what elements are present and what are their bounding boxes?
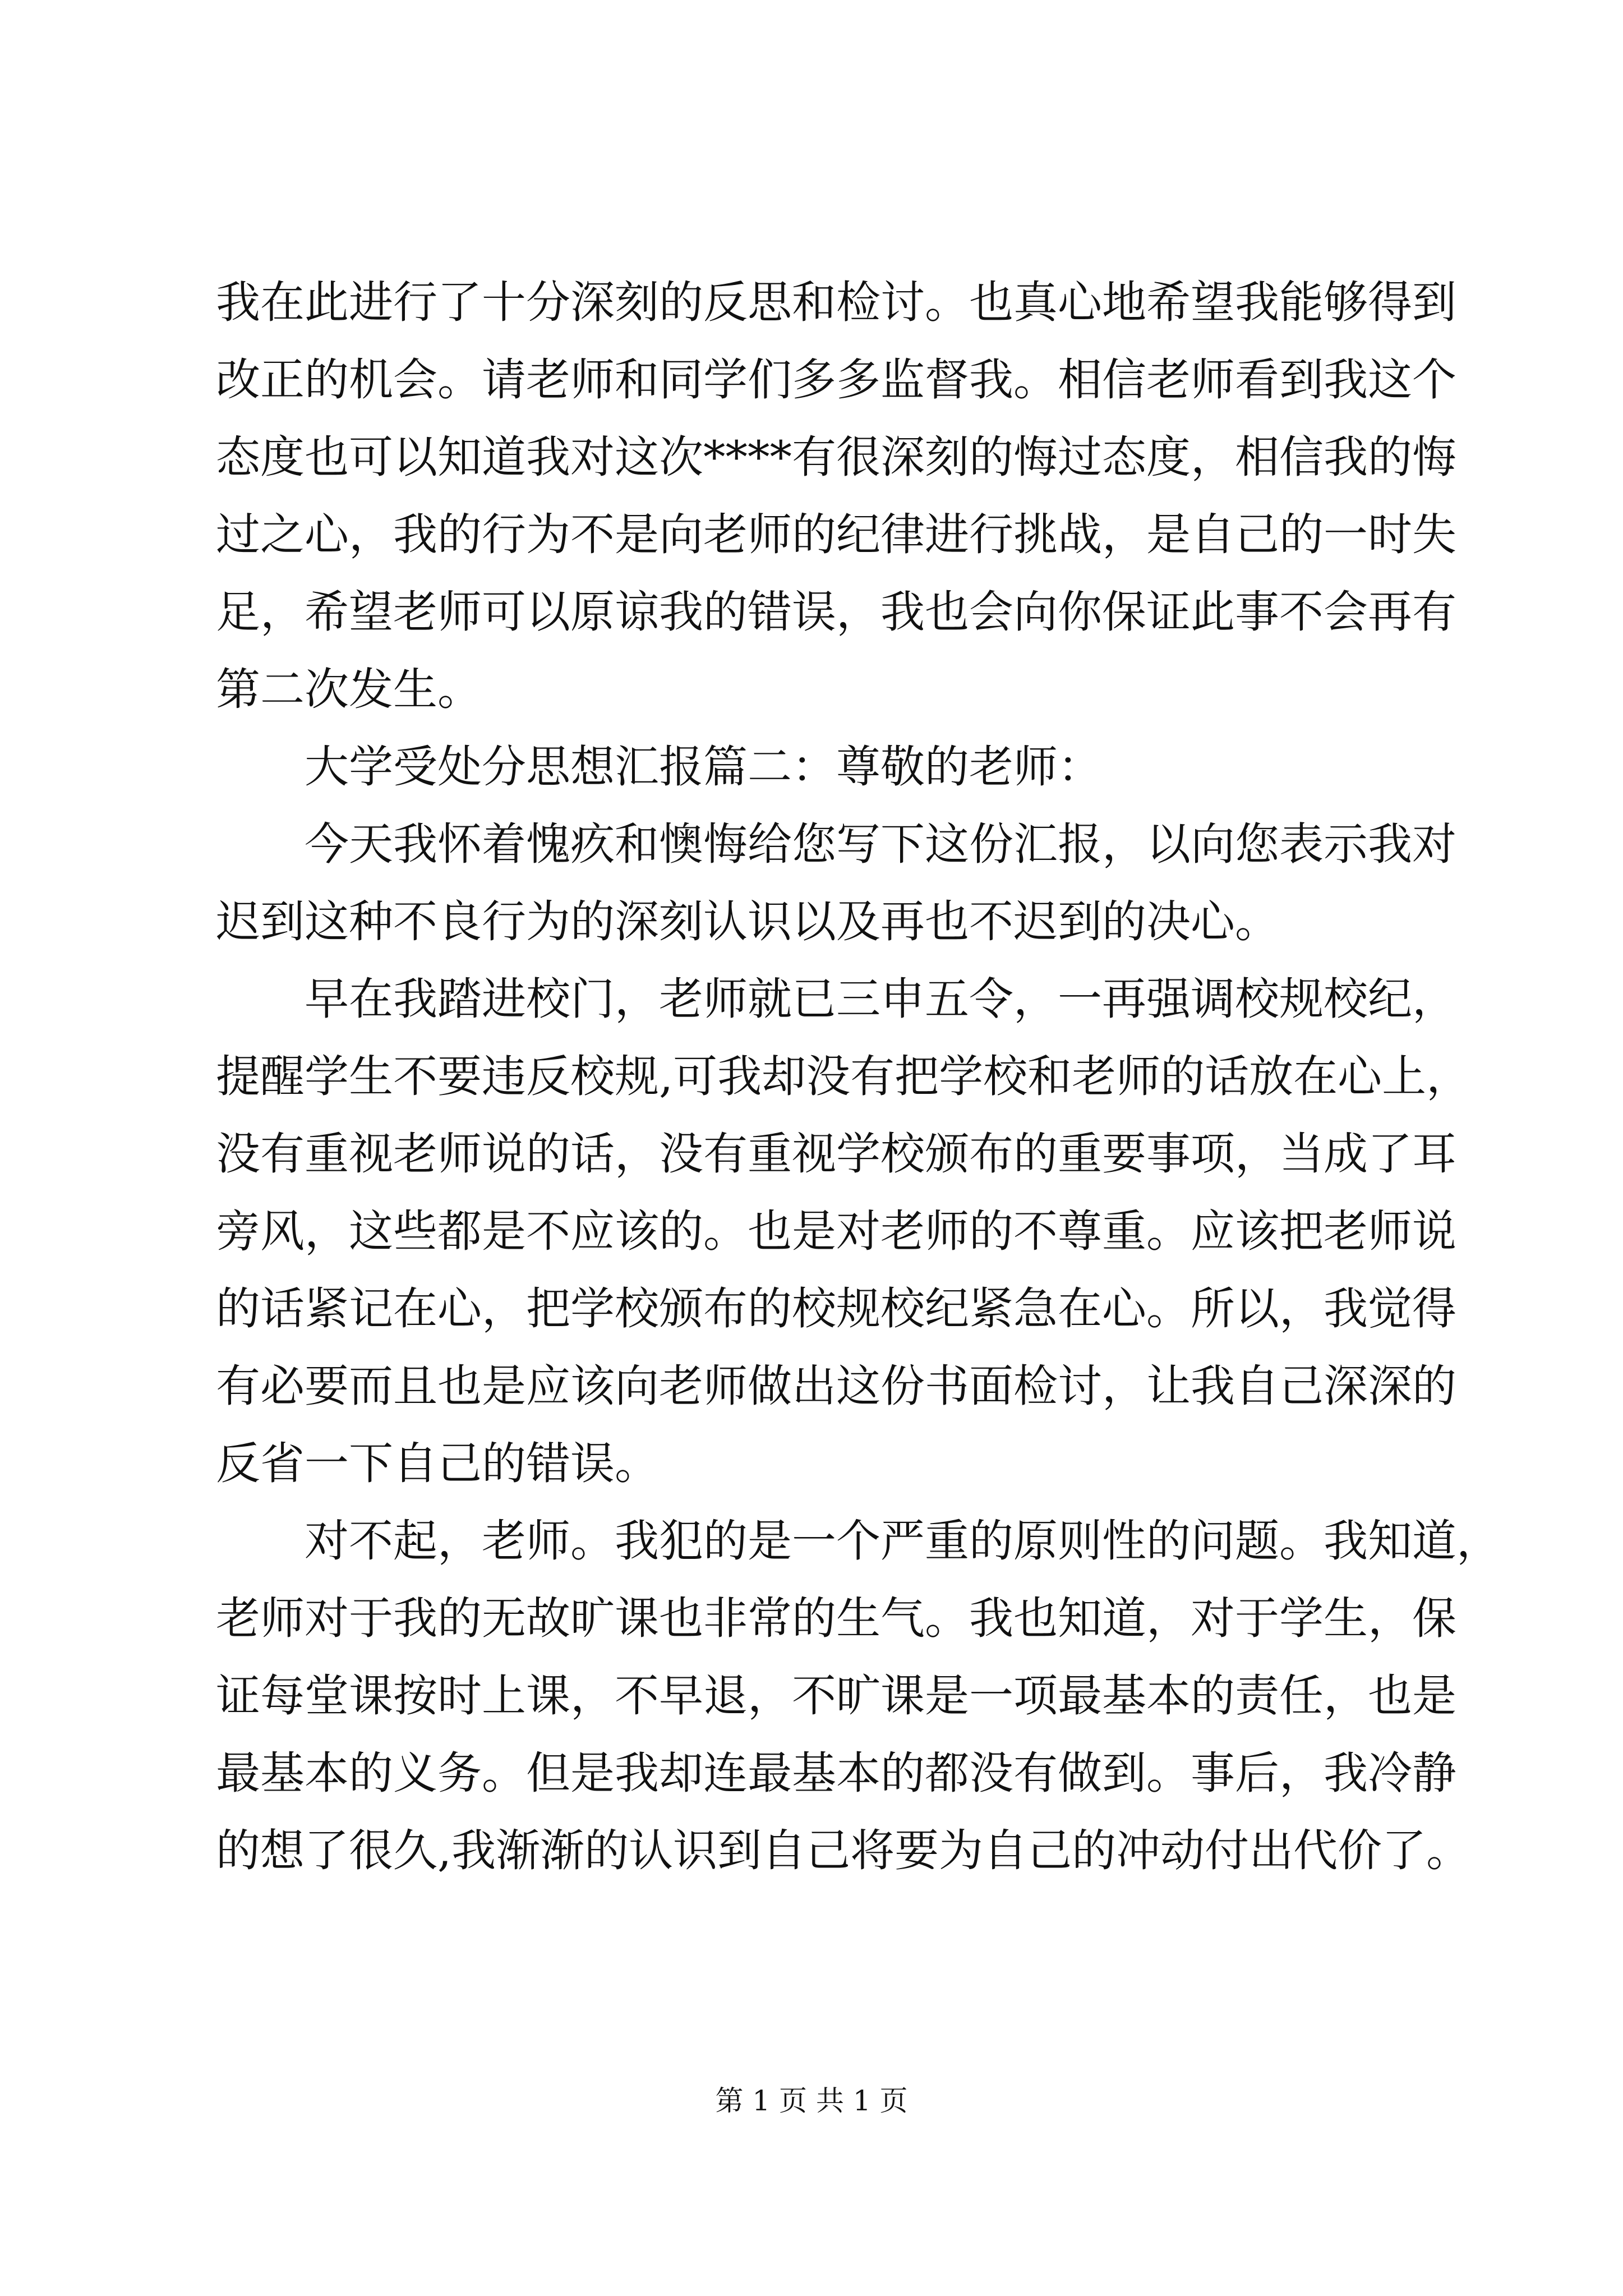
body-line: 反省一下自己的错误。 (216, 1438, 659, 1489)
body-line: 迟到这种不良行为的深刻认识以及再也不迟到的决心。 (216, 896, 1279, 947)
body-line: 有必要而且也是应该向老师做出这份书面检讨，让我自己深深的 (216, 1360, 1456, 1412)
body-line: 最基本的义务。但是我却连最基本的都没有做到。事后，我冷静 (216, 1747, 1456, 1799)
body-line: 过之心，我的行为不是向老师的纪律进行挑战，是自己的一时失 (216, 509, 1456, 560)
body-line: 没有重视老师说的话，没有重视学校颁布的重要事项，当成了耳 (216, 1128, 1456, 1180)
body-line: 老师对于我的无故旷课也非常的生气。我也知道，对于学生，保 (216, 1593, 1456, 1644)
body-line: 足，希望老师可以原谅我的错误，我也会向你保证此事不会再有 (216, 586, 1456, 638)
document-body (216, 264, 1501, 1889)
body-line: 的话紧记在心，把学校颁布的校规校纪紧急在心。所以，我觉得 (216, 1283, 1456, 1335)
body-line: 今天我怀着愧疚和懊悔给您写下这份汇报，以向您表示我对 (305, 818, 1456, 870)
body-line: 旁风，这些都是不应该的。也是对老师的不尊重。应该把老师说 (216, 1205, 1456, 1257)
body-line: 第二次发生。 (216, 664, 482, 715)
body-line: 我在此进行了十分深刻的反思和检讨。也真心地希望我能够得到 (216, 277, 1456, 328)
section-heading: 大学受处分思想汇报篇二：尊敬的老师： (305, 741, 1102, 793)
body-line: 的想了很久,我渐渐的认识到自己将要为自己的冲动付出代价了。 (216, 1825, 1471, 1876)
body-line: 态度也可以知道我对这次****有很深刻的悔过态度，相信我的悔 (216, 431, 1456, 483)
body-line: 提醒学生不要违反校规,可我却没有把学校和老师的话放在心上， (216, 1051, 1471, 1102)
body-line: 证每堂课按时上课，不早退，不旷课是一项最基本的责任，也是 (216, 1670, 1456, 1722)
page-number-footer: 第 1 页 共 1 页 (715, 2085, 908, 2117)
body-line: 改正的机会。请老师和同学们多多监督我。相信老师看到我这个 (216, 354, 1456, 406)
body-line: 对不起，老师。我犯的是一个严重的原则性的问题。我知道， (305, 1515, 1501, 1567)
body-line: 早在我踏进校门，老师就已三申五令，一再强调校规校纪， (305, 973, 1456, 1025)
